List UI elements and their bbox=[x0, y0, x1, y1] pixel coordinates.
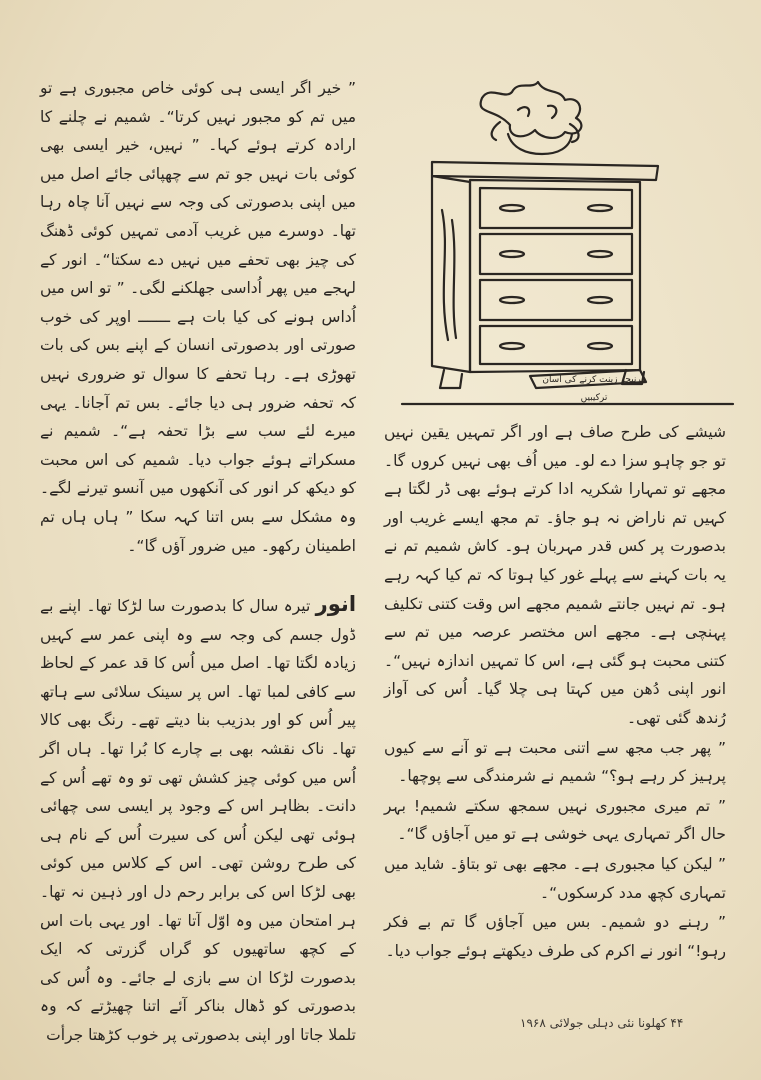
paragraph: ” رہنے دو شمیم۔ بس میں آجاؤں گا تم بے فکر رہو!“ انور نے اکرم کی طرف دیکھتے ہوئے جواب دیا۔ bbox=[384, 913, 726, 960]
page-footer: ۴۴ کھلونا نئی دہلی جولائی ۱۹۶۸ bbox=[520, 1016, 684, 1030]
story-text: تیرہ سال کا بدصورت سا لڑکا تھا۔ اپنے بے ڈول جسم کی وجہ سے وہ اپنی عمر سے کہیں زیادہ لگتا تھا۔ اصل میں اُس کا قد عمر کے لحاظ سے کافی لمبا تھا۔ اس پر سینک سلائی سے ہاتھ پیر اُس کو اور بدزیب بنا دیتے تھے۔ رنگ بھی کالا تھا۔ ناک نقشہ بھی بے چارے کا بُرا تھا۔ ہاں اگر اُس میں کوئی چیز کشش تھی تو وہ تھے اُس کے دانت۔ بظاہر اس کے وجود پر ایسی سی چھائی ہوئی تھی لیکن اُس کی سیرت اُس کے نام ہی کی طرح روشن تھی۔ اس کے کلاس میں کوئی بھی لڑکا اس کی برابر رحم دل اور ذہین نہ تھا۔ ہر امتحان میں وہ اوّل آتا تھا۔ اور یہی بات اس کے کچھ ساتھیوں کو گراں گزرتی کہ ایک بدصورت لڑکا ان سے بازی لے جائے۔ وہ اُس کی بدصورتی کو ڈھال بناکر آئے اتنا چھیڑتے کہ وہ تلملا جاتا اور اپنی بدصورتی پر خوب کڑھتا جرأت bbox=[40, 597, 356, 1044]
dresser-illustration bbox=[400, 70, 735, 415]
story-paragraph bbox=[40, 590, 356, 1050]
left-text-column bbox=[40, 74, 356, 1051]
flower-vase-icon bbox=[481, 82, 582, 154]
lead-word: انور bbox=[315, 592, 357, 617]
dresser-drawing bbox=[400, 70, 735, 415]
paragraph: ” پھر جب مجھ سے اتنی محبت ہے تو آنے سے کیوں پرہیز کر رہے ہو؟“ شمیم نے شرمندگی سے پوچھا۔ bbox=[384, 738, 726, 786]
dialogue-paragraph: ” خیر اگر ایسی ہی کوئی خاص مجبوری ہے تو میں تم کو مجبور نہیں کرتا“۔ شمیم نے چلنے کا ارادہ کرتے ہوئے کہا۔ ” نہیں، خیر ایسی بھی کوئی بات نہیں جو تم سے چھپائی جائے اصل میں میں اپنی بدصورتی کی وجہ سے نہیں آنا چاہ رہا تھا۔ دوسرے میں غریب آدمی تمہیں کوئی ڈھنگ کی چیز بھی تحفے میں نہیں دے سکتا“۔ انور کے لہجے میں پھر اُداسی جھلکنے لگی۔ ” تو اس میں اُداس ہونے کی کیا بات ہے ـــــــ اوپر کی خوب صورتی اور بدصورتی انسان کے اپنے بس کی بات تھوڑی ہے۔ رہا تحفے کا سوال تو ضروری نہیں کہ تحفہ ضرور ہی دیا جائے۔ بس تم آجانا۔ یہی میرے لئے سب سے بڑا تحفہ ہے“۔ شمیم نے مسکراتے ہوئے جواب دیا۔ شمیم کی اس محبت کو دیکھ کر انور کی آنکھوں میں آنسو تیرنے لگے۔ وہ مشکل سے بس اتنا کہہ سکا ” ہاں ہاں تم اطمینان رکھو۔ میں ضرور آؤں گا“۔ bbox=[40, 79, 356, 555]
paragraph: شیشے کی طرح صاف ہے اور اگر تمہیں یقین نہیں تو جو چاہو سزا دے لو۔ میں اُف بھی نہیں کروں گا۔ مجھے تو تمہارا شکریہ ادا کرتے ہوئے بھی ڈر لگتا ہے کہیں تم ناراض نہ ہو جاؤ۔ تم مجھ ایسے غریب اور بدصورت پر کس قدر مہربان ہو۔ کاش شمیم تم نے یہ بات کہنے سے پہلے غور کیا ہوتا کہ تم کیا کہہ رہے ہو۔ تم نہیں جانتے شمیم مجھے اس وقت کتنی تکلیف پہنچی ہے۔ مجھے اس مختصر عرصہ میں تم سے کتنی محبت ہو گئی ہے، اس کا تمہیں اندازہ نہیں“۔ انور اپنی دُھن میں کہتا ہی چلا گیا۔ اُس کی آواز رُندھ گئی تھی۔ bbox=[384, 423, 726, 727]
paragraph: ” تم میری مجبوری نہیں سمجھ سکتے شمیم! بہر حال اگر تمہاری یہی خوشی ہے تو میں آجاؤں گا“۔ bbox=[384, 796, 726, 844]
illustration-caption: فرنیچر زینت کرنے کی آسان ترکیبیں bbox=[542, 375, 646, 403]
paragraph: ” لیکن کیا مجبوری ہے۔ مجھے بھی تو بتاؤ۔ شاید میں تمہاری کچھ مدد کرسکوں“۔ bbox=[384, 854, 726, 902]
right-text-column bbox=[384, 418, 726, 966]
